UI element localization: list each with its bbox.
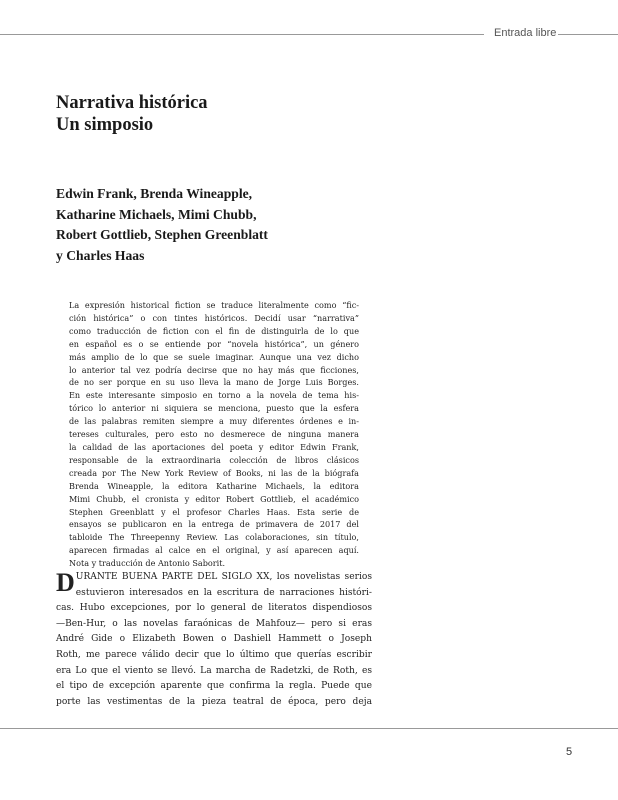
body-line: era Lo que el viento se llevó. La marcha de Radetzki, de Roth, es <box>56 665 372 676</box>
body-line: el tipo de excepción aparente que confirma la regla. Puede que <box>56 681 372 692</box>
abstract-line: como traducción de fiction con el fin de distinguirla de lo que <box>69 325 359 336</box>
abstract-line: Mimi Chubb, el cronista y editor Robert Gottlieb, el académico <box>69 493 359 504</box>
abstract-line: En este interesante simposio en torno a la novela de tema his- <box>69 390 359 401</box>
title-line-1: Narrativa histórica <box>56 93 208 113</box>
author-line: Katharine Michaels, Mimi Chubb, <box>56 206 257 222</box>
abstract-line: de no ser porque en su uso lleva la mano de Jorge Luis Borges. <box>69 377 359 388</box>
abstract-line: tabloide The Threepenny Review. Las colaboraciones, sin título, <box>69 532 359 543</box>
body-paragraph <box>56 570 372 710</box>
body-line: Roth, me parece válido decir que lo último que querías escribir <box>56 649 372 660</box>
body-line: URANTE BUENA PARTE DEL SIGLO XX, los novelistas serios <box>75 572 372 582</box>
body-line: porte las vestimentas de la pieza teatral de época, pero deja <box>56 696 372 707</box>
abstract-line: creada por The New York Review of Books, ni las de la biógrafa <box>69 467 359 478</box>
author-line: Robert Gottlieb, Stephen Greenblatt <box>56 227 268 242</box>
abstract-line: Brenda Wineapple, la editora Katharine Michaels, la editora <box>69 480 359 491</box>
page-number: 5 <box>566 746 573 758</box>
abstract-line: más amplio de lo que se suele imaginar. Aunque una vez dicho <box>69 351 359 362</box>
abstract-line: responsable de la extraordinaria colección de libros clásicos <box>69 454 359 465</box>
abstract-paragraph <box>69 299 359 570</box>
header-rule-left <box>0 34 484 35</box>
abstract-line: aparecen firmadas al calce en el original, y así aparecen aquí. <box>69 545 359 556</box>
body-line: cas. Hubo excepciones, por lo general de literatos dispendiosos <box>56 603 372 614</box>
body-line: André Gide o Elizabeth Bowen o Dashiell Hammett o Joseph <box>56 634 372 645</box>
abstract-line: la calidad de las aportaciones del poeta y editor Edwin Frank, <box>69 441 359 452</box>
article-authors <box>56 184 556 266</box>
body-line: —Ben-Hur, o las novelas faraónicas de Mahfouz— pero si eras <box>56 618 372 629</box>
abstract-line: lo anterior tal vez podría decirse que no hay más que ficciones, <box>69 364 359 375</box>
author-line: Edwin Frank, Brenda Wineapple, <box>56 186 253 201</box>
author-line: y Charles Haas <box>56 247 145 263</box>
drop-cap: D <box>56 568 75 597</box>
title-line-2: Un simposio <box>56 115 154 135</box>
article-title <box>56 92 556 136</box>
abstract-line: tórico lo anterior ni siquiera se menciona, puesto que la esfera <box>69 403 359 414</box>
abstract-line: tereses culturales, pero esto no desmerece de ninguna manera <box>69 429 359 440</box>
footer-rule <box>0 728 618 729</box>
abstract-line: ensayos se publicaron en la entrega de primavera de 2017 del <box>69 519 359 530</box>
body-line: estuvieron interesados en la escritura de narraciones históri- <box>75 587 372 598</box>
section-header <box>0 24 618 44</box>
abstract-line: de las palabras remiten siempre a muy diferentes órdenes e in- <box>69 416 359 427</box>
abstract-line: Nota y traducción de Antonio Saborit. <box>69 558 226 569</box>
abstract-line: en español es o se entiende por “novela histórica”, un género <box>69 338 359 349</box>
section-label: Entrada libre <box>494 27 557 39</box>
abstract-line: Stephen Greenblatt y el profesor Charles Haas. Esta serie de <box>69 506 359 517</box>
abstract-line: La expresión historical fiction se traduce literalmente como “fic- <box>69 300 359 310</box>
abstract-line: ción histórica” o con tintes históricos. Decidí usar “narrativa” <box>69 312 359 323</box>
header-rule-right <box>558 34 618 35</box>
